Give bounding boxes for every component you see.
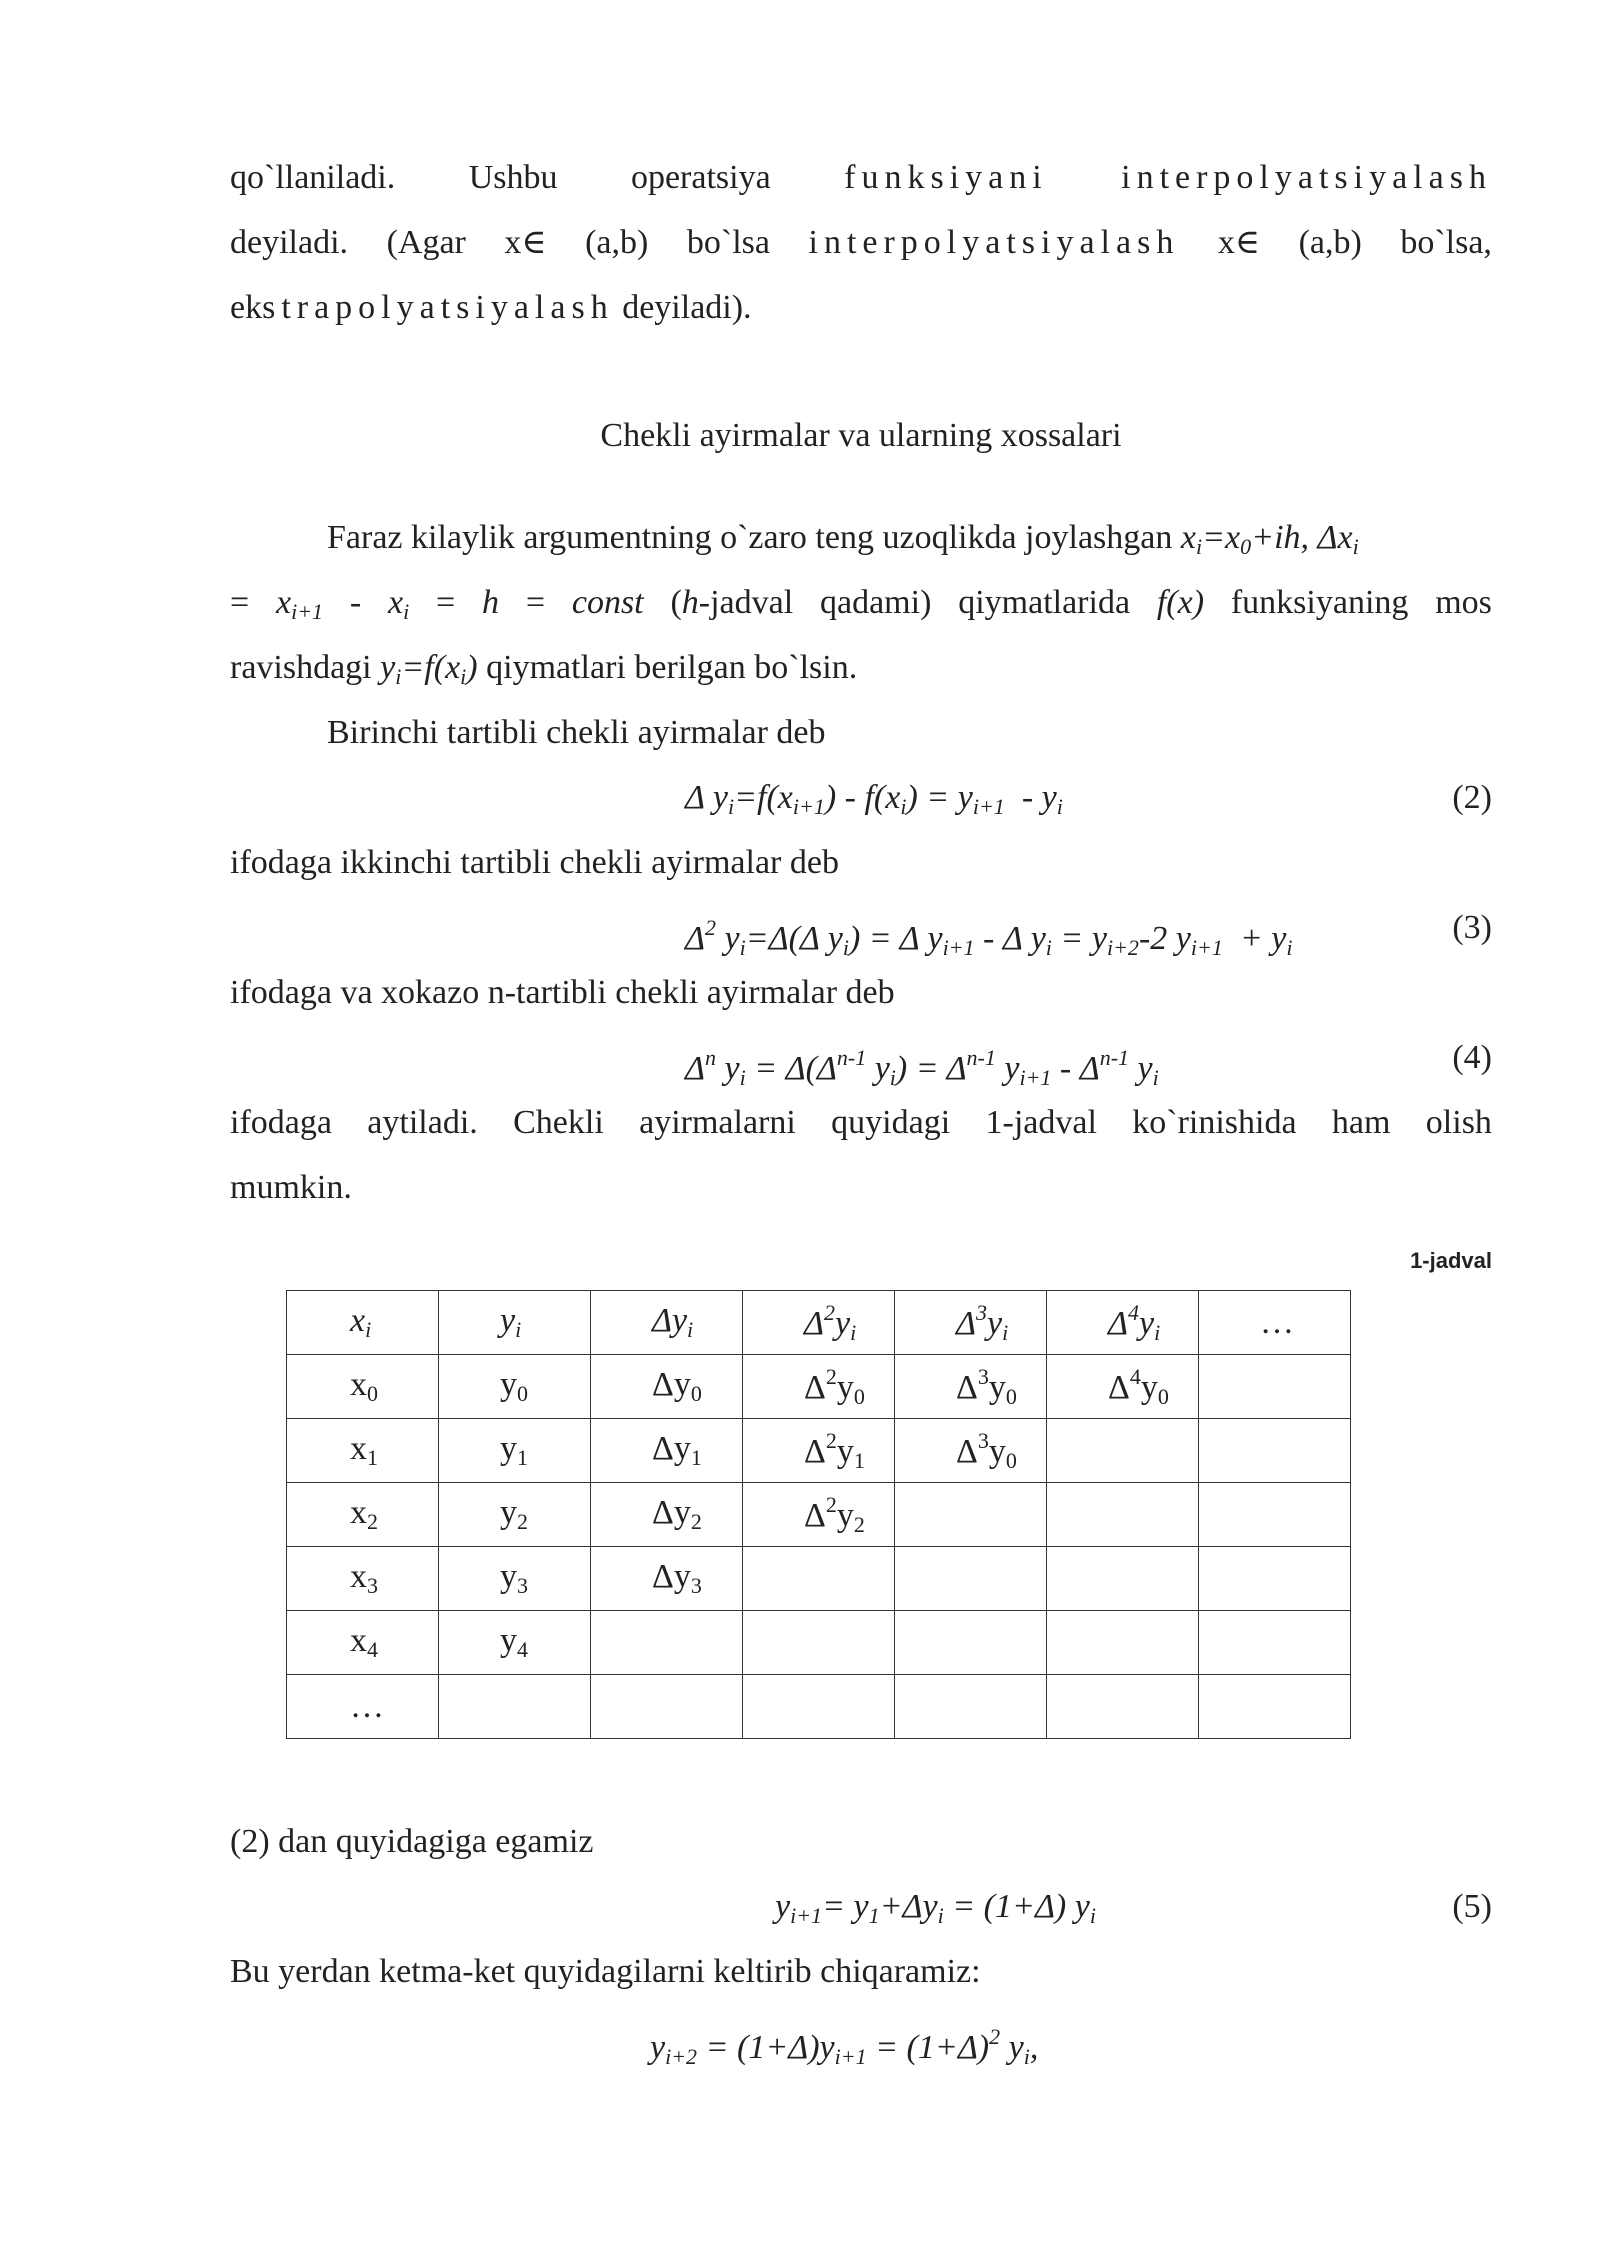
table-cell: $y_2$ xyxy=(439,1483,591,1547)
text: qiymatlari berilgan bo`lsin. xyxy=(477,649,858,686)
text: bo`lsa xyxy=(686,224,770,261)
table-cell: $\Delta^2y_2$ xyxy=(743,1483,895,1547)
table-cell: $x_1$ xyxy=(287,1419,439,1483)
table-cell xyxy=(1047,1675,1199,1739)
equation-2: Δ $y_i=f(x_{i+1}) - f(x_i) = y_{i+1} - y_i$ xyxy=(685,779,1063,819)
table-caption: 1-jadval xyxy=(1410,1248,1492,1273)
table-body xyxy=(287,1355,1351,1739)
table-cell: $\Delta y_3$ xyxy=(591,1547,743,1611)
text: ayirmalarni xyxy=(639,1104,796,1141)
text: Ushbu xyxy=(468,159,558,196)
table-cell xyxy=(439,1675,591,1739)
table-cell: $\Delta^4y_0$ xyxy=(1047,1355,1199,1419)
text: ham xyxy=(1331,1104,1391,1141)
after-eq4-line-1 xyxy=(230,1101,1492,1145)
table-cell xyxy=(591,1675,743,1739)
text: mos xyxy=(1435,584,1492,621)
table-cell: $\Delta^2y_0$ xyxy=(743,1355,895,1419)
table-cell xyxy=(895,1675,1047,1739)
text: 1-jadval xyxy=(985,1104,1097,1141)
text: x∈ xyxy=(1217,224,1261,261)
math-x-next: $x_{i+1}$ xyxy=(276,584,324,624)
header-cell: $x_i$ xyxy=(287,1291,439,1355)
table-cell: $x_3$ xyxy=(287,1547,439,1611)
math-eq: = xyxy=(525,584,546,621)
para1-line-1 xyxy=(230,516,1492,569)
table-cell xyxy=(743,1611,895,1675)
table-cell xyxy=(1047,1547,1199,1611)
text: (Agar xyxy=(386,224,466,261)
text: Chekli xyxy=(513,1104,604,1141)
table-cell xyxy=(743,1675,895,1739)
derive-line: Bu yerdan ketma-ket quyidagilarni keltirib chiqaramiz: xyxy=(230,1953,981,1990)
spaced-term: interpolyatsiyalash xyxy=(1121,159,1492,196)
table-cell xyxy=(1199,1355,1351,1419)
spaced-term: funksiyani xyxy=(844,159,1048,196)
text: bo`lsa, xyxy=(1400,224,1492,261)
header-cell: $\Delta^4y_i$ xyxy=(1047,1291,1199,1355)
after-eq2: ifodaga ikkinchi tartibli chekli ayirmalar deb xyxy=(230,844,839,881)
equation-number: (5) xyxy=(1452,1888,1492,1925)
text: deyiladi. xyxy=(230,224,349,261)
table-row xyxy=(287,1355,1351,1419)
text: ifodaga xyxy=(230,1104,332,1141)
spaced-term: interpolyatsiyalash xyxy=(808,224,1180,261)
table-cell xyxy=(743,1547,895,1611)
math-x-i: $x_i$ xyxy=(388,584,410,624)
intro-line-1 xyxy=(230,156,1492,200)
table-cell xyxy=(895,1483,1047,1547)
equation-6: $y_{i+2} = (1+\Delta)y_{i+1} = (1+\Delta)^2$ $y_i$, xyxy=(650,2024,1039,2069)
table-row xyxy=(287,1675,1351,1739)
math-h: h xyxy=(482,584,500,621)
equation-5: $y_{i+1}= y_1+\Delta y_i = (1+\Delta)$ $y_i$ xyxy=(775,1888,1096,1928)
after-eq3: ifodaga va xokazo n-tartibli chekli ayirmalar deb xyxy=(230,974,895,1011)
header-cell: $\Delta^3y_i$ xyxy=(895,1291,1047,1355)
text: qo`llaniladi. xyxy=(230,159,396,196)
table-cell: … xyxy=(287,1675,439,1739)
math-const: const xyxy=(571,584,644,621)
table-cell xyxy=(1199,1547,1351,1611)
table-cell xyxy=(1199,1611,1351,1675)
text: qadami) xyxy=(820,584,932,621)
table-cell: $x_4$ xyxy=(287,1611,439,1675)
table-cell: $\Delta^2y_1$ xyxy=(743,1419,895,1483)
table-cell: $\Delta^3y_0$ xyxy=(895,1355,1047,1419)
equation-number: (4) xyxy=(1452,1039,1492,1076)
math-inline: $x_i=x_0+ih$, $\Delta x_i$ xyxy=(1180,519,1359,559)
text: (a,b) xyxy=(585,224,649,261)
text: (a,b) xyxy=(1298,224,1362,261)
math-minus: - xyxy=(349,584,362,621)
table-cell: $x_2$ xyxy=(287,1483,439,1547)
text: ek xyxy=(230,289,263,326)
text: quyidagi xyxy=(831,1104,951,1141)
table-cell: $y_0$ xyxy=(439,1355,591,1419)
header-cell: $\Delta^2y_i$ xyxy=(743,1291,895,1355)
table-row xyxy=(287,1611,1351,1675)
text: olish xyxy=(1425,1104,1492,1141)
table-header-row xyxy=(287,1291,1351,1355)
text: ko`rinishida xyxy=(1132,1104,1297,1141)
table-cell: $\Delta y_2$ xyxy=(591,1483,743,1547)
table-row xyxy=(287,1483,1351,1547)
text: deyiladi). xyxy=(613,289,752,326)
after-eq4-line-2: mumkin. xyxy=(230,1169,352,1206)
para1-line-3 xyxy=(230,646,1492,699)
math-fx: f(x) xyxy=(1156,584,1205,621)
table-cell: $\Delta y_1$ xyxy=(591,1419,743,1483)
text: operatsiya xyxy=(630,159,771,196)
finite-difference-table xyxy=(286,1290,1351,1739)
table-cell: $\Delta^3y_0$ xyxy=(895,1419,1047,1483)
equation-3: $\Delta^2$ $y_i=\Delta(\Delta$ $y_i) = \Delta$ $y_{i+1}$ - Δ $y_i = y_{i+2}-2$ $y_{i+1} + y_i$ xyxy=(685,915,1293,960)
table-cell xyxy=(1199,1419,1351,1483)
table-cell: $y_3$ xyxy=(439,1547,591,1611)
spaced-term: strapolyatsiyalash xyxy=(262,289,614,326)
text: Faraz kilaylik argumentning o`zaro teng uzoqlikda joylashgan xyxy=(327,519,1181,556)
table-cell: $y_1$ xyxy=(439,1419,591,1483)
table-row xyxy=(287,1419,1351,1483)
header-cell: … xyxy=(1199,1291,1351,1355)
text: x∈ xyxy=(504,224,547,261)
section-heading: Chekli ayirmalar va ularning xossalari xyxy=(600,417,1122,454)
table-cell xyxy=(895,1611,1047,1675)
text: (h-jadval xyxy=(670,584,794,621)
equation-4: $\Delta^n$ $y_i = \Delta(\Delta^{n-1}$ $y_i) = \Delta^{n-1}$ $y_{i+1} - \Delta^{n-1}$ $y_i$ xyxy=(685,1045,1159,1090)
table-cell xyxy=(1047,1611,1199,1675)
table-row xyxy=(287,1547,1351,1611)
text: ravishdagi xyxy=(230,649,372,686)
para1-line-2 xyxy=(230,581,1492,634)
from-eq2: (2) dan quyidagiga egamiz xyxy=(230,1823,594,1860)
table-cell xyxy=(1047,1419,1199,1483)
text: aytiladi. xyxy=(367,1104,478,1141)
math-eq: = xyxy=(436,584,456,621)
table-cell: $x_0$ xyxy=(287,1355,439,1419)
equation-number: (3) xyxy=(1452,909,1492,946)
table-cell xyxy=(1047,1483,1199,1547)
table-cell xyxy=(591,1611,743,1675)
table-cell: $y_4$ xyxy=(439,1611,591,1675)
math-eq: = xyxy=(230,584,250,621)
table-cell: $\Delta y_0$ xyxy=(591,1355,743,1419)
table-cell xyxy=(1199,1483,1351,1547)
intro-line-2 xyxy=(230,221,1492,265)
header-cell: $\Delta y_i$ xyxy=(591,1291,743,1355)
text: qiymatlarida xyxy=(958,584,1131,621)
header-cell: $y_i$ xyxy=(439,1291,591,1355)
math-inline: $y_i=f(x_i)$ xyxy=(380,649,478,689)
table-cell xyxy=(895,1547,1047,1611)
table-cell xyxy=(1199,1675,1351,1739)
text: funksiyaning xyxy=(1230,584,1409,621)
equation-number: (2) xyxy=(1452,779,1492,816)
intro-line-3 xyxy=(230,286,1492,330)
para2: Birinchi tartibli chekli ayirmalar deb xyxy=(327,714,826,751)
